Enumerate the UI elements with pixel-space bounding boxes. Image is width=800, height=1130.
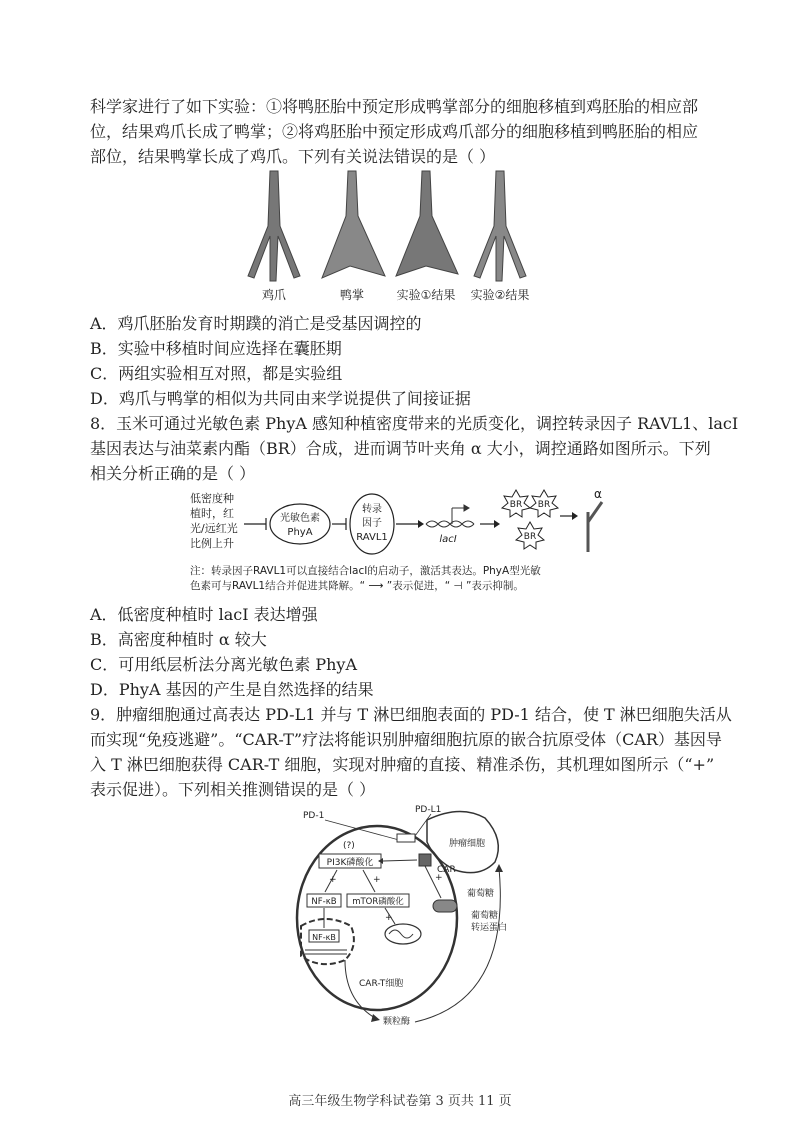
diagram-note-line-2: 色素可与RAVL1结合并促进其降解。“ ⟶ ”表示促进，“ ⊣ ”表示抑制。 [190,580,524,592]
plus-sign-4: + [435,873,443,883]
duck-foot-illustration [322,171,385,278]
plus-sign-2: + [373,875,381,885]
q7-option-c: C．两组实验相互对照，都是实验组 [90,364,343,383]
q7-option-d: D．鸡爪与鸭掌的相似为共同由来学说提供了间接证据 [90,389,471,408]
figure-label-exp2: 实验②结果 [470,288,530,302]
dna-helix-icon [426,505,474,527]
transporter-label-1: 葡萄糖 [471,911,499,921]
car-label: CAR [437,865,456,875]
phya-label-2: PhyA [287,527,313,538]
ravl1-label-3: RAVL1 [356,532,388,543]
alpha-label: α [594,487,602,501]
q9-stem-line-3: 入 T 淋巴细胞获得 CAR-T 细胞，实现对肿瘤的直接、精准杀伤，其机理如图所示（“+” [90,755,715,774]
experiment-1-foot-illustration [396,171,458,276]
q9-stem-line-4: 表示促进）。下列相关推测错误的是（ ） [90,780,376,799]
q8-option-a: A．低密度种植时 lacI 表达增强 [90,605,318,624]
tumor-cell-label: 肿瘤细胞 [448,839,486,849]
figure-label-exp1: 实验①结果 [396,288,456,302]
ravl1-label-2: 因子 [362,518,382,529]
br-star-2 [530,490,558,517]
gene-label: lacI [439,534,457,545]
mtor-label: mTOR磷酸化 [352,897,404,907]
transporter-label-2: 转运蛋白 [471,923,508,933]
svg-text:BR: BR [523,532,537,542]
granzyme-label: 颗粒酶 [383,1017,411,1027]
q8-option-d: D．PhyA 基因的产生是自然选择的结果 [90,680,374,699]
q8-stem-line-2: 基因表达与油菜素内酯（BR）合成，进而调节叶夹角 α 大小，调控通路如图所示。下列 [90,439,711,458]
plus-sign-3: + [385,913,393,923]
svg-text:BR: BR [509,500,523,510]
q7-stem-line-2: 位，结果鸡爪长成了鸭掌；②将鸡胚胎中预定形成鸡爪部分的细胞移植到鸭胚胎的相应 [90,122,699,141]
q9-stem-line-2: 而实现“免疫逃避”。“CAR-T”疗法将能识别肿瘤细胞抗原的嵌合抗原受体（CAR）基因导 [90,730,722,749]
cart-cell-label: CAR-T细胞 [359,979,404,989]
q8-option-c: C．可用纸层析法分离光敏色素 PhyA [90,655,357,674]
figure-label-chicken: 鸡爪 [261,288,287,302]
phya-label-1: 光敏色素 [280,513,320,524]
q8-pathway-diagram [190,486,620,596]
page-footer: 高三年级生物学科试卷第 3 页共 11 页 [288,1094,512,1109]
br-star-1 [502,490,530,517]
condition-line-3: 光/远红光 [190,522,238,535]
q9-cart-mechanism-diagram [285,800,525,1035]
q7-option-a: A．鸡爪胚胎发育时期蹼的消亡是受基因调控的 [90,314,422,333]
nfkb-label: NF-κB [311,897,337,907]
car-receptor-icon [419,854,431,866]
q8-option-b: B．高密度种植时 α 较大 [90,630,267,649]
q7-feet-figure [230,166,570,306]
q8-stem-line-3: 相关分析正确的是（ ） [90,464,256,483]
condition-line-2: 植时，红 [190,507,234,520]
condition-line-1: 低密度种 [190,492,234,505]
q7-option-b: B．实验中移植时间应选择在囊胚期 [90,339,342,358]
condition-line-4: 比例上升 [190,537,234,550]
question-mark-label: (?) [343,841,355,851]
glucose-label: 葡萄糖 [467,889,495,899]
ravl1-label-1: 转录 [362,504,382,515]
q7-stem-line-3: 部位，结果鸭掌长成了鸡爪。下列有关说法错误的是（ ） [90,147,496,166]
diagram-note-line-1: 注：转录因子RAVL1可以直接结合lacI的启动子，激活其表达。PhyA型光敏 [190,565,541,577]
experiment-2-foot-illustration [474,171,526,281]
dna-strand-icon [305,950,347,954]
q8-stem-line-1: 8．玉米可通过光敏色素 PhyA 感知种植密度带来的光质变化，调控转录因子 RAVL1、lacI [90,414,739,433]
mitochondrion-icon [385,924,421,944]
phya-oval [270,504,330,544]
pd1-label: PD-1 [303,811,325,821]
figure-label-duck: 鸭掌 [339,288,365,302]
pdl1-label: PD-L1 [415,805,442,815]
chicken-foot-illustration [248,171,300,281]
nucleus-nfkb-label: NF-κB [312,933,336,942]
q7-stem-line-1: 科学家进行了如下实验：①将鸭胚胎中预定形成鸭掌部分的细胞移植到鸡胚胎的相应部 [90,97,699,116]
leaf-angle-icon [588,502,602,552]
br-star-3 [516,522,544,549]
glucose-transporter-icon [433,900,457,912]
q9-stem-line-1: 9．肿瘤细胞通过高表达 PD-L1 并与 T 淋巴细胞表面的 PD-1 结合，使 T 淋巴细胞失活从 [90,705,732,724]
plus-sign-1: + [329,875,337,885]
pi3k-label: PI3K磷酸化 [326,858,374,868]
pd1-receptor-icon [397,834,415,842]
svg-text:BR: BR [537,500,551,510]
